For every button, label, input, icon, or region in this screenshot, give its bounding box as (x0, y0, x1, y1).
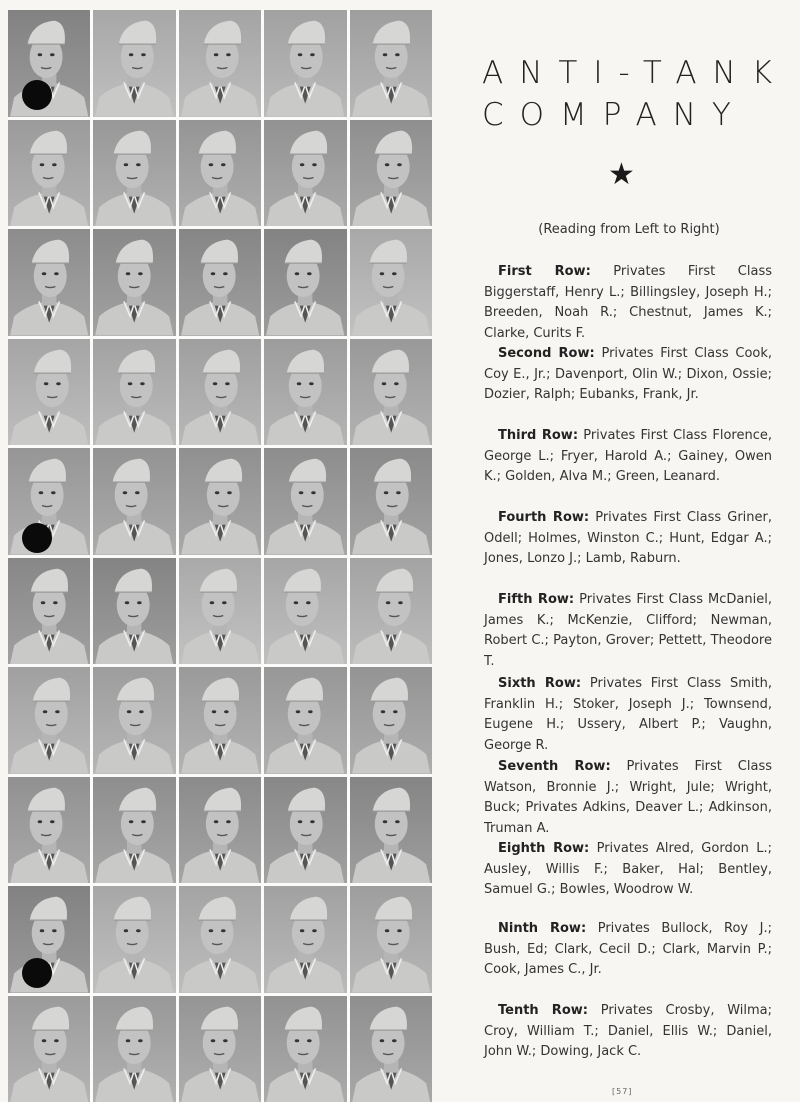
portrait-figure (8, 996, 90, 1102)
soldier-portrait (264, 339, 346, 446)
portrait-figure (93, 886, 175, 993)
row-names: Privates Bullock, Roy J.; Bush, Ed; Clark, Cecil D.; Clark, Marvin P.; Cook, James C., Jr. (484, 921, 772, 977)
binder-punch-hole (22, 80, 52, 110)
binder-punch-hole (22, 523, 52, 553)
portrait-figure (93, 996, 175, 1102)
soldier-portrait (264, 448, 346, 555)
portrait-figure (179, 667, 261, 774)
page-title-line2: COMPANY (482, 97, 747, 133)
row-label: Fourth Row: (498, 510, 590, 525)
portrait-figure (350, 777, 432, 884)
portrait-figure (93, 120, 175, 227)
portrait-figure (93, 667, 175, 774)
soldier-portrait (179, 229, 261, 336)
soldier-portrait (264, 558, 346, 665)
soldier-portrait (264, 777, 346, 884)
portrait-figure (8, 120, 90, 227)
soldier-portrait (179, 339, 261, 446)
portrait-figure (264, 448, 346, 555)
soldier-portrait (350, 777, 432, 884)
portrait-figure (350, 886, 432, 993)
portrait-figure (350, 229, 432, 336)
soldier-portrait (179, 667, 261, 774)
soldier-portrait (93, 120, 175, 227)
portrait-figure (350, 10, 432, 117)
soldier-portrait (93, 996, 175, 1102)
portrait-figure (93, 339, 175, 446)
row-names: Privates First Class Cook, Coy E., Jr.; Davenport, Olin W.; Dixon, Ossie; Dozier, Ralph; Eubanks, Frank, Jr. (484, 346, 773, 402)
portrait-figure (8, 229, 90, 336)
soldier-portrait (179, 777, 261, 884)
soldier-portrait (350, 229, 432, 336)
row-names: Privates First Class Florence, George L.; Fryer, Harold A.; Gainey, Owen K.; Golden, Alva M.; Green, Leanard. (484, 428, 772, 484)
portrait-figure (264, 996, 346, 1102)
portrait-figure (93, 10, 175, 117)
portrait-figure (93, 229, 175, 336)
soldier-portrait (93, 558, 175, 665)
row-names: Privates Alred, Gordon L.; Ausley, Willis F.; Baker, Hal; Bentley, Samuel G.; Bowles, Woodrow W. (484, 841, 772, 897)
soldier-portrait (350, 10, 432, 117)
soldier-portrait (93, 777, 175, 884)
soldier-portrait (264, 996, 346, 1102)
row-label: Third Row: (498, 428, 579, 443)
row-label: Ninth Row: (498, 921, 587, 936)
page-number: [57] (612, 1087, 633, 1096)
roster-row (484, 919, 772, 981)
soldier-portrait (350, 339, 432, 446)
portrait-figure (350, 667, 432, 774)
soldier-portrait (350, 120, 432, 227)
soldier-portrait (93, 229, 175, 336)
row-label: Seventh Row: (498, 759, 611, 774)
portrait-figure (350, 120, 432, 227)
portrait-figure (264, 10, 346, 117)
row-names: Privates Crosby, Wilma; Croy, William T.; Daniel, Ellis W.; Daniel, John W.; Dowing, Jack C. (484, 1003, 773, 1059)
portrait-figure (179, 886, 261, 993)
portrait-figure (8, 339, 90, 446)
soldier-portrait (8, 996, 90, 1102)
portrait-figure (350, 996, 432, 1102)
portrait-figure (179, 777, 261, 884)
soldier-portrait (8, 339, 90, 446)
row-names: Privates First Class Watson, Bronnie J.; Wright, Jule; Wright, Buck; Privates Adkins, Deaver L.; Adkinson, Truman A. (484, 759, 772, 836)
soldier-portrait (93, 10, 175, 117)
portrait-figure (264, 558, 346, 665)
roster-row (484, 262, 772, 344)
portrait-figure (264, 339, 346, 446)
soldier-portrait (350, 448, 432, 555)
row-label: Sixth Row: (498, 676, 582, 691)
soldier-portrait (8, 120, 90, 227)
portrait-figure (264, 120, 346, 227)
roster-row (484, 839, 772, 901)
row-names: Privates First Class Smith, Franklin H.; Stoker, Joseph J.; Townsend, Eugene H.; Ussery, Albert P.; Vaughn, George R. (484, 676, 772, 753)
row-label: Second Row: (498, 346, 595, 361)
roster-row (484, 590, 772, 672)
soldier-portrait (264, 10, 346, 117)
star-icon: ★ (608, 157, 635, 192)
soldier-portrait (264, 229, 346, 336)
row-label: Fifth Row: (498, 592, 575, 607)
soldier-portrait (8, 667, 90, 774)
portrait-figure (179, 558, 261, 665)
soldier-portrait (264, 120, 346, 227)
portrait-figure (8, 558, 90, 665)
portrait-figure (179, 448, 261, 555)
portrait-figure (264, 667, 346, 774)
soldier-portrait (179, 10, 261, 117)
soldier-portrait (8, 229, 90, 336)
row-label: Tenth Row: (498, 1003, 588, 1018)
binder-punch-hole (22, 958, 52, 988)
portrait-grid (8, 10, 432, 1102)
portrait-figure (179, 339, 261, 446)
reading-note: (Reading from Left to Right) (538, 222, 720, 237)
soldier-portrait (350, 886, 432, 993)
portrait-figure (179, 120, 261, 227)
portrait-figure (93, 558, 175, 665)
portrait-figure (93, 777, 175, 884)
portrait-figure (8, 777, 90, 884)
soldier-portrait (179, 120, 261, 227)
soldier-portrait (8, 558, 90, 665)
portrait-figure (8, 667, 90, 774)
portrait-figure (350, 448, 432, 555)
row-names: Privates First Class Griner, Odell; Holmes, Winston C.; Hunt, Edgar A.; Jones, Lonzo J.; Lamb, Raburn. (484, 510, 772, 566)
soldier-portrait (350, 667, 432, 774)
portrait-figure (179, 996, 261, 1102)
row-label: First Row: (498, 264, 591, 279)
portrait-figure (350, 558, 432, 665)
soldier-portrait (264, 886, 346, 993)
soldier-portrait (93, 339, 175, 446)
soldier-portrait (350, 558, 432, 665)
portrait-figure (179, 229, 261, 336)
roster-row (484, 508, 772, 570)
portrait-figure (264, 777, 346, 884)
row-label: Eighth Row: (498, 841, 590, 856)
soldier-portrait (93, 886, 175, 993)
portrait-figure (264, 886, 346, 993)
soldier-portrait (179, 996, 261, 1102)
roster-row (484, 674, 772, 756)
portrait-figure (264, 229, 346, 336)
soldier-portrait (179, 448, 261, 555)
portrait-figure (179, 10, 261, 117)
roster-row (484, 426, 772, 488)
roster-row (484, 344, 772, 406)
portrait-figure (93, 448, 175, 555)
row-names: Privates First Class Biggerstaff, Henry L.; Billingsley, Joseph H.; Breeden, Noah R.; Chestnut, James K.; Clarke, Curits F. (484, 264, 772, 341)
portrait-figure (350, 339, 432, 446)
soldier-portrait (179, 558, 261, 665)
soldier-portrait (93, 448, 175, 555)
roster-row (484, 1001, 772, 1063)
soldier-portrait (8, 777, 90, 884)
soldier-portrait (93, 667, 175, 774)
soldier-portrait (350, 996, 432, 1102)
soldier-portrait (264, 667, 346, 774)
soldier-portrait (179, 886, 261, 993)
row-names: Privates First Class McDaniel, James K.; McKenzie, Clifford; Newman, Robert C.; Payton, Grover; Pettett, Theodore T. (484, 592, 772, 669)
roster-row (484, 757, 772, 839)
page-title-line1: ANTI-TANK (482, 55, 789, 91)
